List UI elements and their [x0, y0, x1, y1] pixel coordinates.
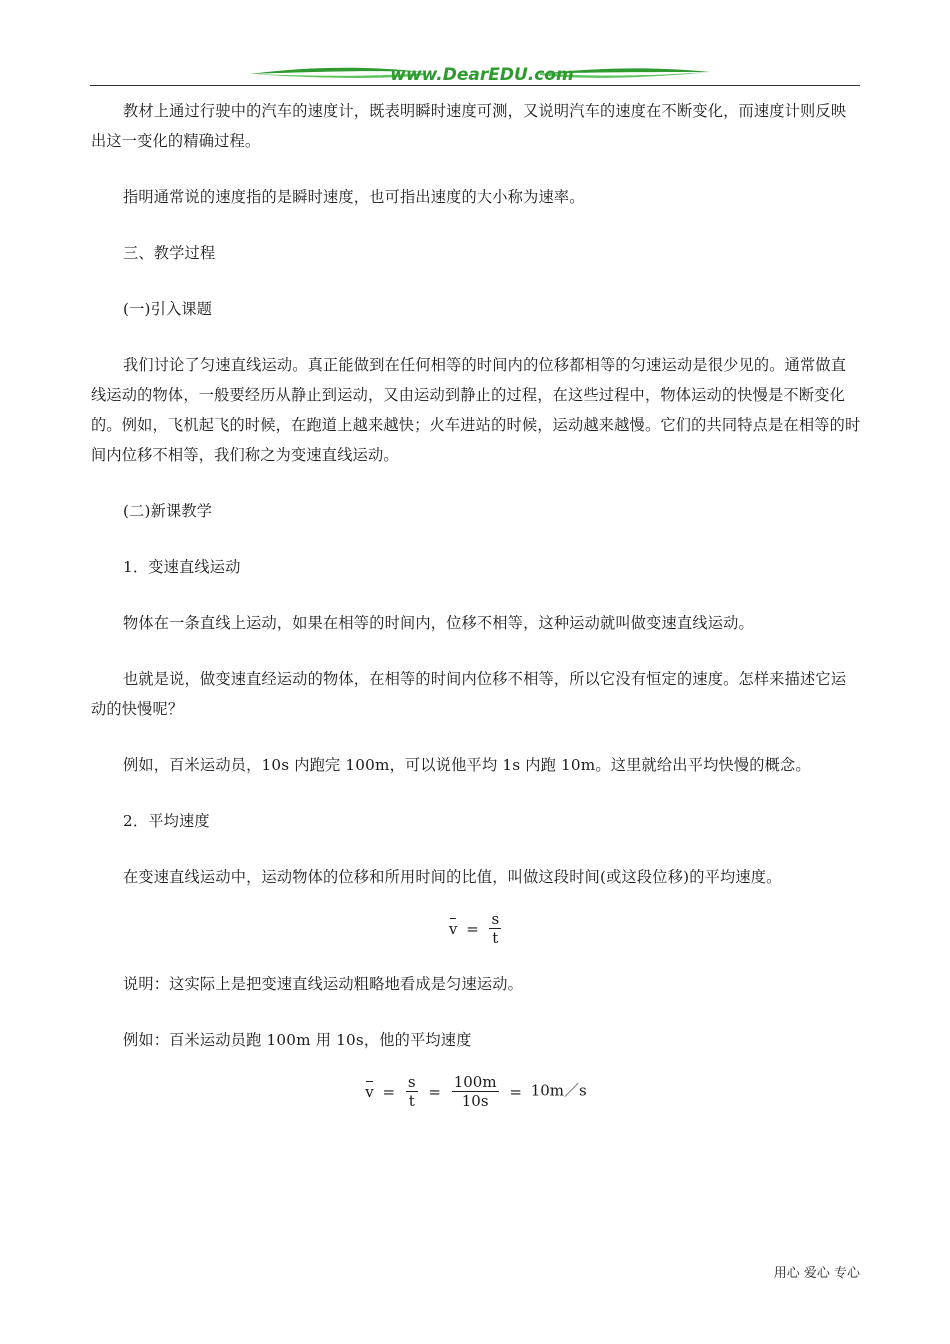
denominator: t — [492, 929, 499, 947]
fraction-100m-over-10s — [452, 1073, 499, 1110]
result-value: 10m／s — [530, 1081, 587, 1100]
heading-average-velocity: 2．平均速度 — [123, 812, 210, 830]
paragraph-intro: 我们讨论了匀速直线运动。真正能做到在任何相等的时间内的位移都相等的匀速运动是很少见的。通常做直线运动的物体，一般要经历从静止到运动，又由运动到静止的过程，在这些过程中，物体运动的快慢是不断变化的。例如，飞机起飞的时候，在跑道上越来越快；火车进站的时候，运动越来越慢。它们的共同特点是在相等的时间内位移不相等，我们称之为变速直线运动。 — [91, 356, 861, 464]
paragraph-instant-speed: 指明通常说的速度指的是瞬时速度，也可指出速度的大小称为速率。 — [123, 188, 585, 206]
denominator: 10s — [461, 1092, 489, 1110]
subheading-new-lesson: (二)新课教学 — [123, 502, 213, 520]
equals: = — [428, 1082, 441, 1101]
paragraph-example-runner: 例如，百米运动员，10s 内跑完 100m，可以说他平均 1s 内跑 10m。这里就给出平均快慢的概念。 — [123, 756, 811, 774]
numerator: s — [407, 1073, 416, 1091]
v-bar: v — [365, 1082, 374, 1101]
v-bar: v — [448, 919, 458, 938]
heading-variable-motion: 1．变速直线运动 — [123, 558, 241, 576]
equals: = — [382, 1082, 396, 1101]
page-header — [90, 60, 860, 90]
page-footer: 用心 爱心 专心 — [773, 1266, 860, 1281]
equals: = — [509, 1082, 522, 1101]
header-rule — [90, 85, 860, 86]
paragraph-example-calc: 例如：百米运动员跑 100m 用 10s，他的平均速度 — [123, 1031, 472, 1049]
subheading-intro: (一)引入课题 — [123, 300, 213, 318]
numerator: 100m — [453, 1073, 497, 1091]
document-body — [91, 96, 861, 1132]
fraction-s-over-t — [406, 1073, 418, 1110]
equals: = — [466, 919, 479, 938]
formula-runner-calc — [91, 1073, 861, 1110]
section-heading-process: 三、教学过程 — [123, 244, 216, 262]
formula-average-velocity — [91, 910, 861, 947]
paragraph-average-definition: 在变速直线运动中，运动物体的位移和所用时间的比值，叫做这段时间(或这段位移)的平均速度。 — [123, 868, 782, 886]
paragraph-speedometer: 教材上通过行驶中的汽车的速度计，既表明瞬时速度可测，又说明汽车的速度在不断变化，而速度计则反映出这一变化的精确过程。 — [91, 102, 847, 150]
fraction-s-over-t — [489, 910, 501, 947]
dearedu-logo — [250, 60, 710, 88]
numerator: s — [491, 910, 500, 928]
paragraph-definition: 物体在一条直线上运动，如果在相等的时间内，位移不相等，这种运动就叫做变速直线运动。 — [123, 614, 754, 632]
paragraph-note: 说明：这实际上是把变速直线运动粗略地看成是匀速运动。 — [123, 975, 524, 993]
logo-text: www.DearEDU.com — [390, 65, 574, 85]
denominator: t — [408, 1092, 415, 1110]
paragraph-question: 也就是说，做变速直经运动的物体，在相等的时间内位移不相等，所以它没有恒定的速度。怎样来描述它运动的快慢呢？ — [91, 670, 847, 718]
